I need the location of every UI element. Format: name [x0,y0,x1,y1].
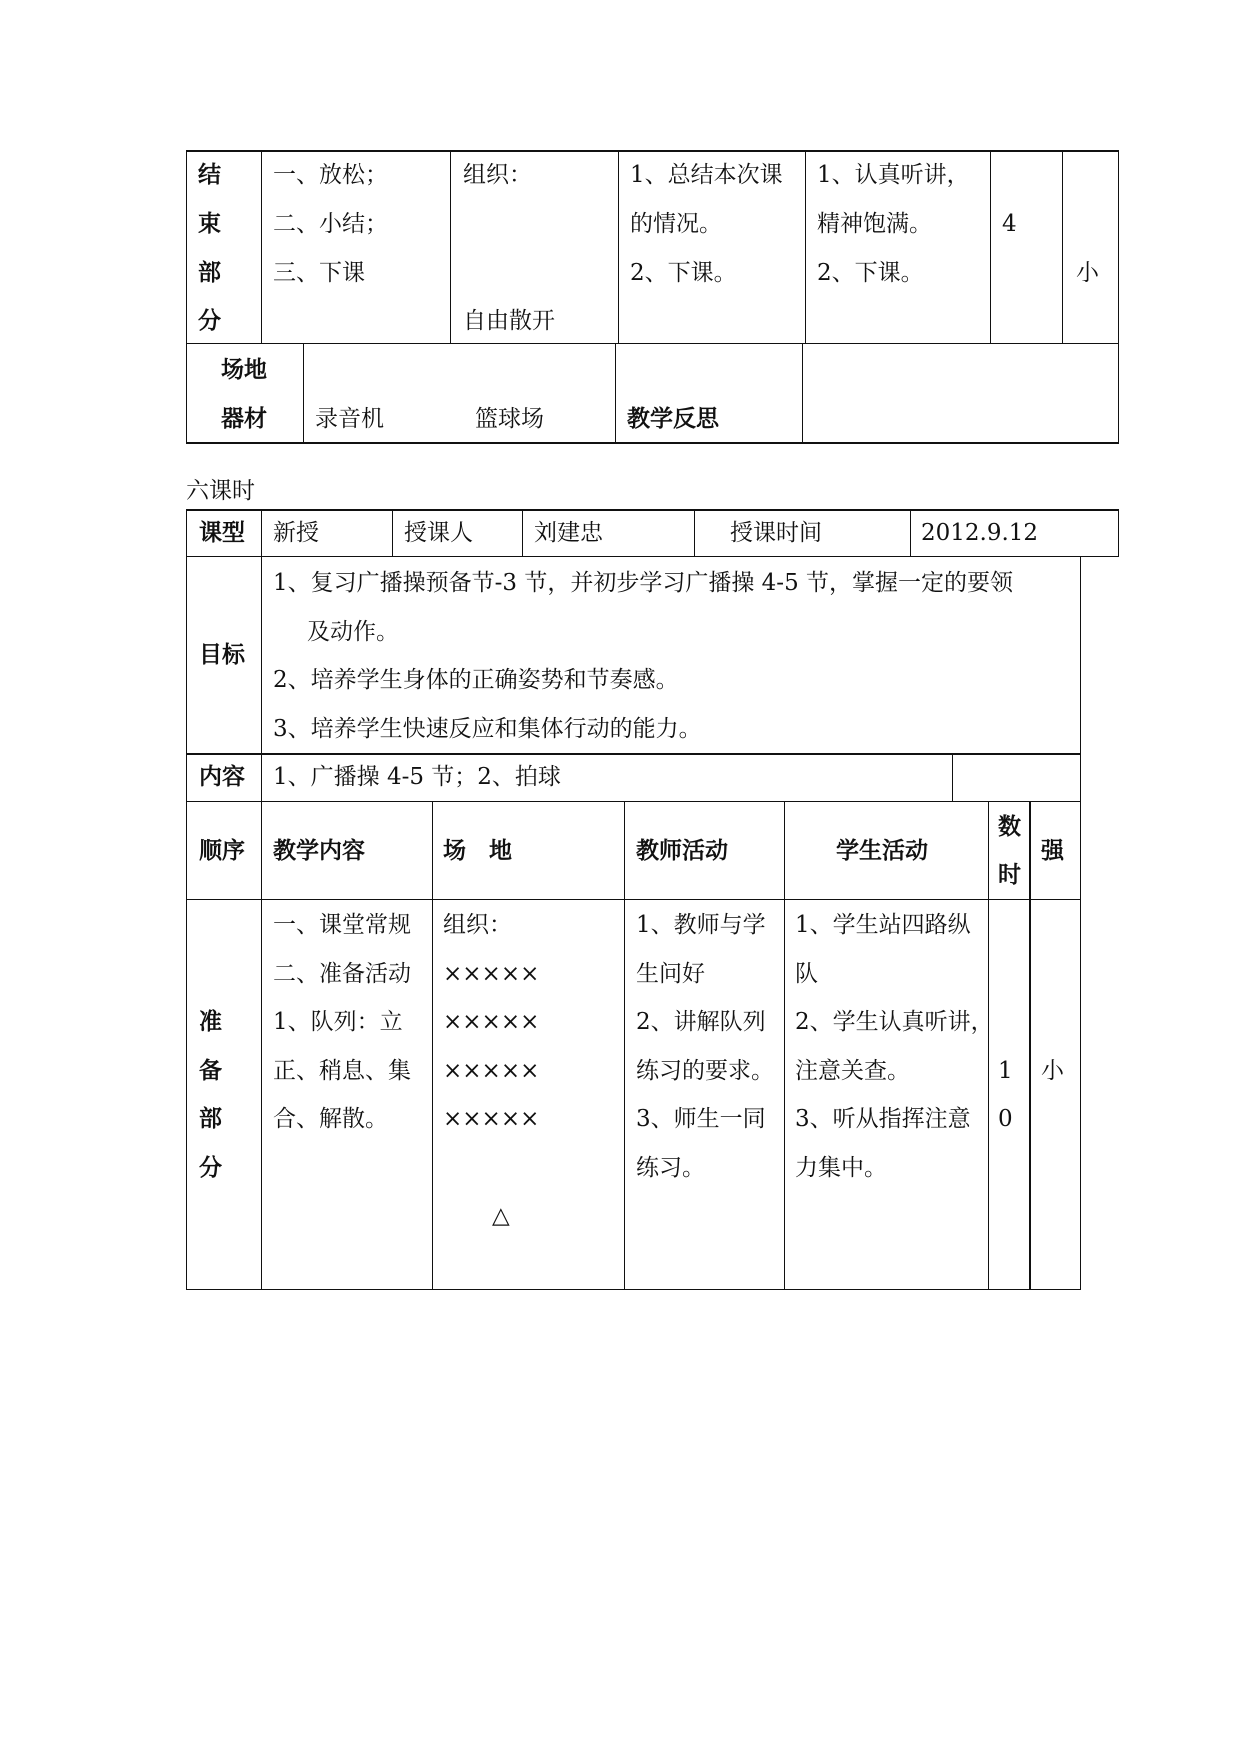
section-label: 分 [199,1155,222,1181]
minutes-value: 4 [1002,211,1017,237]
table-2-line [186,556,1119,557]
table-2-line [186,509,1119,511]
student-activity: 1、学生站四路纵 [795,912,971,938]
header-order: 顺序 [199,838,245,864]
table-1-line [1062,150,1063,343]
table-2-line [261,556,262,802]
goal-item: 2、培养学生身体的正确姿势和节奏感。 [273,667,679,693]
section-label: 准 [199,1009,222,1035]
formation-row: ××××× [443,1106,540,1132]
table-2-line [522,509,523,557]
table-1-line [261,150,262,343]
teacher-activity: 生问好 [636,961,705,987]
header-minutes: 时 [998,862,1021,888]
table-2-line [186,801,1081,802]
student-activity: 力集中。 [795,1155,887,1181]
table-2-line [624,801,625,1290]
teacher-activity: 1、总结本次课 [630,162,783,188]
goal-item: 及动作。 [307,619,399,645]
header-minutes: 数 [998,814,1021,840]
venue-label: 场地 [221,357,267,383]
table-2-line [186,509,187,1290]
table-1-line [186,442,1119,444]
table-2-line [784,801,785,1290]
header-content: 教学内容 [273,838,365,864]
student-activity: 1、认真听讲， [817,162,970,188]
teacher-position-icon: △ [492,1203,510,1229]
content-item: 二、小结； [273,211,388,237]
student-activity: 注意关查。 [795,1058,910,1084]
time-value: 2012.9.12 [921,520,1039,546]
content-item: 一、课堂常规 [273,912,411,938]
table-2-line [432,801,433,1290]
content-item: 三、下课 [273,260,365,286]
table-2-line [392,509,393,557]
teacher-activity: 3、师生一同 [636,1106,766,1132]
venue-label: 器材 [221,406,267,432]
formation-row: ××××× [443,1009,540,1035]
table-1-line [802,343,803,443]
section-label: 部 [198,260,221,286]
section-label: 部 [199,1106,222,1132]
minutes-value: 0 [998,1106,1013,1132]
table-2-line [694,509,695,557]
table-1-line [990,150,991,343]
section-label: 分 [198,308,221,334]
teacher-activity: 2、下课。 [630,260,737,286]
content-item: 合、解散。 [273,1106,388,1132]
table-2-line [1080,556,1081,1290]
table-2-line [261,801,262,1290]
table-1-line [450,150,451,343]
table-2-line [988,801,989,1290]
section-label: 备 [199,1058,222,1084]
teacher-activity: 练习的要求。 [636,1058,774,1084]
table-1-line [1118,150,1119,444]
student-activity: 2、学生认真听讲， [795,1009,994,1035]
table-1-line [186,150,187,444]
type-label: 课型 [199,520,245,546]
table-2-line [1118,509,1119,557]
table-1-line [805,150,806,343]
content-label: 内容 [199,764,245,790]
formation-row: ××××× [443,961,540,987]
goal-label: 目标 [199,642,245,668]
teacher-label: 授课人 [404,520,473,546]
content-item: 二、准备活动 [273,961,411,987]
header-teacher: 教师活动 [636,838,728,864]
table-2-line [910,509,911,557]
header-intensity: 强 [1041,838,1064,864]
org-label: 组织： [463,162,532,188]
table-2-line [952,753,953,801]
table-1-line [303,343,304,443]
section-label: 束 [198,211,221,237]
reflection-label: 教学反思 [627,406,719,432]
teacher-activity: 2、讲解队列 [636,1009,766,1035]
student-activity: 3、听从指挥注意 [795,1106,971,1132]
minutes-value: 1 [998,1058,1013,1084]
student-activity: 队 [795,961,818,987]
teacher-value: 刘建忠 [534,520,603,546]
teacher-activity: 练习。 [636,1155,705,1181]
content-item: 一、放松； [273,162,388,188]
time-label: 授课时间 [730,520,822,546]
org-value: 自由散开 [463,308,555,334]
table-1-line [186,150,1119,152]
intensity-value: 小 [1041,1058,1064,1084]
teacher-activity: 的情况。 [630,211,722,237]
table-2-line [186,1289,1081,1290]
intensity-value: 小 [1076,260,1099,286]
table-1-line [618,150,619,343]
table-2-line [186,899,1081,900]
table-1-line [615,343,616,443]
student-activity: 2、下课。 [817,260,924,286]
content-item: 正、稍息、集 [273,1058,411,1084]
table-2-line [261,509,262,557]
type-value: 新授 [273,520,319,546]
content-value: 1、广播操 4-5 节；2、拍球 [273,764,561,790]
content-item: 1、队列：立 [273,1009,403,1035]
header-venue: 场 地 [443,838,512,864]
goal-item: 1、复习广播操预备节-3 节，并初步学习广播操 4-5 节，掌握一定的要领 [273,570,1014,596]
table-2-line [1029,801,1031,1290]
org-label: 组织： [443,912,512,938]
table-1-line [186,343,1119,344]
table-2-line [186,753,1081,755]
lesson-title: 六课时 [186,478,255,504]
equipment-value: 录音机 [315,406,384,432]
formation-row: ××××× [443,1058,540,1084]
goal-item: 3、培养学生快速反应和集体行动的能力。 [273,716,702,742]
student-activity: 精神饱满。 [817,211,932,237]
teacher-activity: 1、教师与学 [636,912,766,938]
venue-value: 篮球场 [475,406,544,432]
section-label: 结 [198,162,221,188]
header-student: 学生活动 [836,838,928,864]
